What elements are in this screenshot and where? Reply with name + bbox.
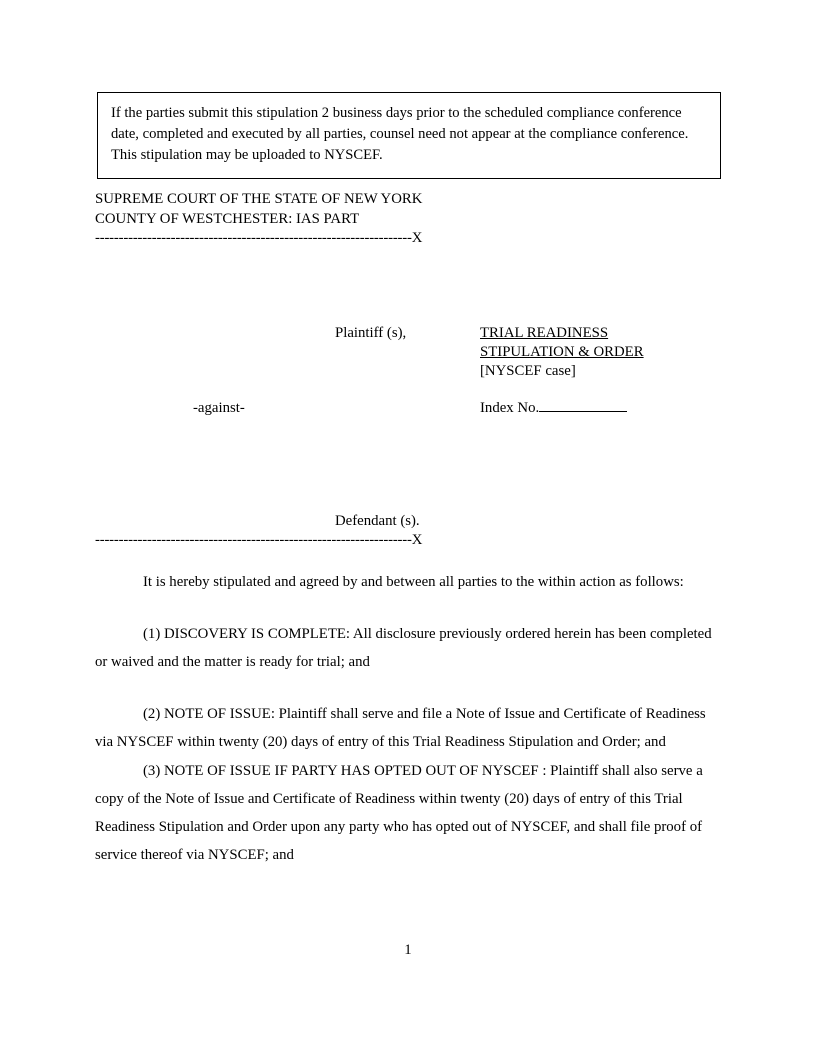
index-number-block [480,400,627,417]
document-title-block [480,324,740,381]
paragraph-2 [95,700,721,756]
paragraph-2-text: (2) NOTE OF ISSUE: Plaintiff shall serve and file a Note of Issue and Certificate of Readiness via NYSCEF within twenty (20) days of entry of this Trial Readiness Stipulation and Order; and [95,706,706,751]
index-number-label: Index No. [480,400,540,416]
page-number: 1 [404,942,412,958]
body-text [95,568,721,869]
case-caption [95,300,735,550]
paragraph-1 [95,620,721,676]
county-part-line: COUNTY OF WESTCHESTER: IAS PART [95,210,360,227]
paragraph-1-text: (1) DISCOVERY IS COMPLETE: All disclosure previously ordered herein has been completed or waived and the matter is ready for trial; and [95,626,712,671]
court-name-line: SUPREME COURT OF THE STATE OF NEW YORK [95,191,423,207]
intro-paragraph [95,568,721,596]
defendant-label: Defendant (s). [335,513,420,529]
document-title-line2: STIPULATION & ORDER [480,343,644,360]
against-label: -against- [193,400,245,416]
notice-box [97,92,721,179]
caption-rule-bottom: -------------------------------------------------------------------X [95,532,423,548]
index-number-field[interactable] [539,411,627,412]
intro-text: It is hereby stipulated and agreed by and between all parties to the within action as follows: [143,574,684,590]
paragraph-3-text: (3) NOTE OF ISSUE IF PARTY HAS OPTED OUT OF NYSCEF : Plaintiff shall also serve a copy of the Note of Issue and Certificate of Readiness within twenty (20) days of entry of this Trial Readiness Stipulation and Order upon any party who has opted out of NYSCEF, and shall file proof of service thereof via NYSCEF; and [95,762,703,863]
case-type-label: [NYSCEF case] [480,362,576,379]
paragraph-3 [95,757,721,869]
court-heading [95,190,735,249]
caption-rule-top: -------------------------------------------------------------------X [95,230,423,247]
notice-text: If the parties submit this stipulation 2 business days prior to the scheduled compliance conference date, completed and executed by all parties, counsel need not appear at the compliance conference. This stipulation may be uploaded to NYSCEF. [111,105,689,164]
document-title-line1: TRIAL READINESS [480,325,609,341]
plaintiff-label: Plaintiff (s), [335,325,407,341]
